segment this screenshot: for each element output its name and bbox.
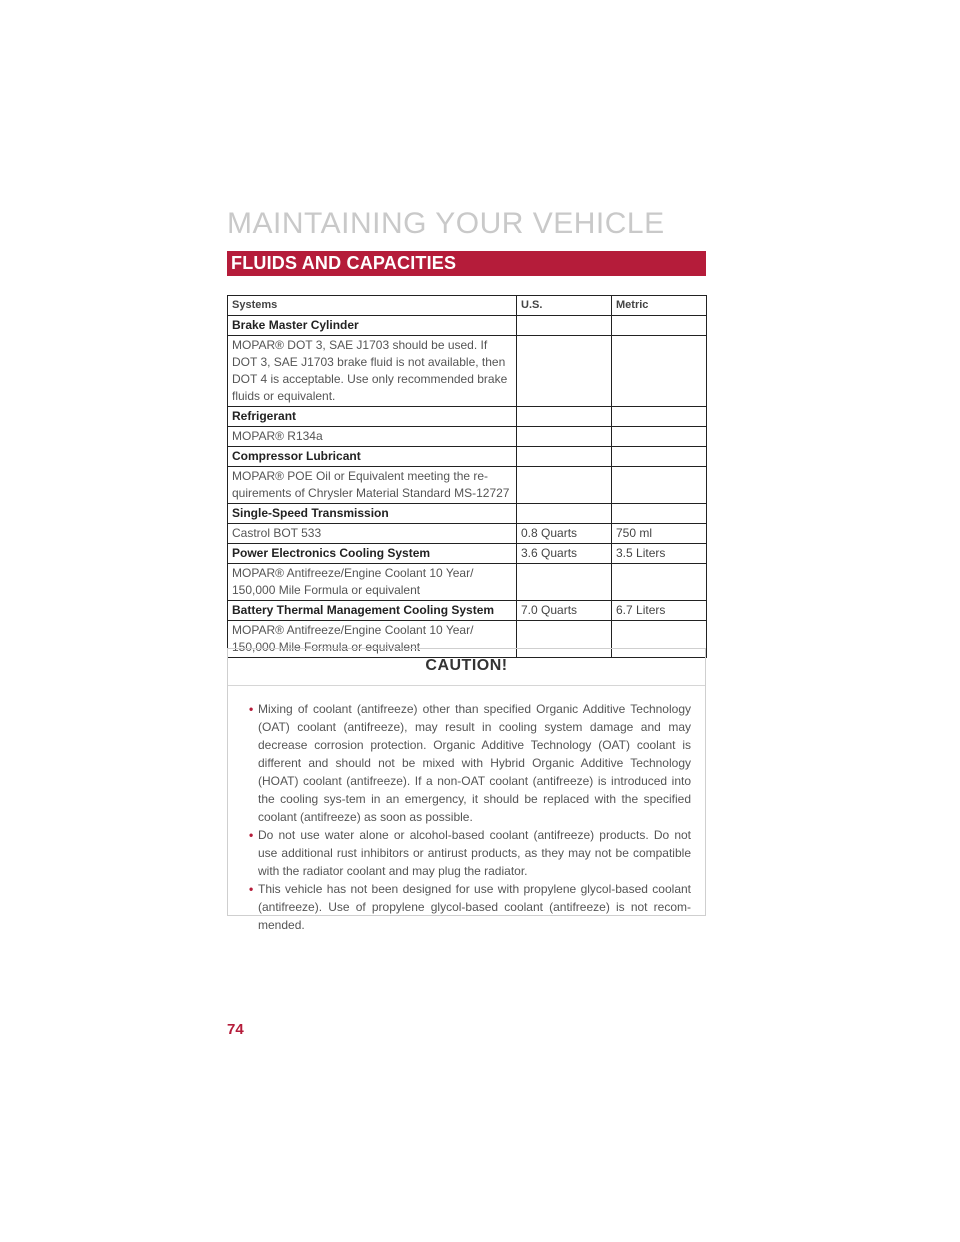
section-title: MAINTAINING YOUR VEHICLE [227,207,665,240]
cell-metric [612,336,707,407]
cell-us [517,316,612,336]
cell-us: 0.8 Quarts [517,524,612,544]
table-row [228,316,707,336]
caution-item [250,826,691,880]
cell-metric [612,504,707,524]
cell-us [517,407,612,427]
cell-metric: 6.7 Liters [612,601,707,621]
cell-us [517,447,612,467]
cell-us [517,564,612,601]
table-row [228,544,707,564]
table-row [228,407,707,427]
cell-system: Single-Speed Transmission [228,504,517,524]
cell-metric [612,467,707,504]
table-header-row [228,296,707,316]
table-row [228,504,707,524]
caution-title: CAUTION! [425,657,508,674]
caution-item [250,880,691,934]
cell-us [517,336,612,407]
cell-us: 7.0 Quarts [517,601,612,621]
column-header-us: U.S. [517,296,612,316]
table-row [228,447,707,467]
table-row [228,564,707,601]
table-row [228,524,707,544]
table-body [228,316,707,658]
cell-us: 3.6 Quarts [517,544,612,564]
cell-metric [612,316,707,336]
column-header-metric: Metric [612,296,707,316]
bullet-icon: • [249,702,254,716]
cell-metric: 3.5 Liters [612,544,707,564]
fluids-banner: FLUIDS AND CAPACITIES [227,251,706,276]
table-row [228,467,707,504]
caution-item-text: This vehicle has not been designed for use with propylene glycol-based coolant (antifreeze). Use of propylene glycol-based coolant (antifreeze) is not recom-mended. [258,882,691,932]
page-number: 74 [227,1021,244,1038]
caution-box [227,648,706,932]
bullet-icon: • [249,882,254,896]
table-row [228,601,707,621]
cell-system: MOPAR® Antifreeze/Engine Coolant 10 Year/ 150,000 Mile Formula or equivalent [228,621,517,658]
cell-system: Brake Master Cylinder [228,316,517,336]
cell-system: Battery Thermal Management Cooling System [228,601,517,621]
cell-metric [612,564,707,601]
cell-metric [612,427,707,447]
caution-item-text: Do not use water alone or alcohol-based coolant (antifreeze) products. Do not use additional rust inhibitors or antirust products, as they may not be compatible with the radiator coolant and may plug the radiator. [258,828,691,878]
caution-list [250,700,691,934]
cell-metric [612,447,707,467]
column-header-systems: Systems [228,296,517,316]
cell-system: Power Electronics Cooling System [228,544,517,564]
cell-metric: 750 ml [612,524,707,544]
caution-item [250,700,691,826]
cell-system: Refrigerant [228,407,517,427]
cell-metric [612,407,707,427]
table-row [228,336,707,407]
cell-system: MOPAR® POE Oil or Equivalent meeting the re-quirements of Chrysler Material Standard MS-12727 [228,467,517,504]
fluids-table [227,295,707,658]
cell-us [517,504,612,524]
cell-system: MOPAR® DOT 3, SAE J1703 should be used. If DOT 3, SAE J1703 brake fluid is not available, then DOT 4 is acceptable. Use only recommended brake fluids or equivalent. [228,336,517,407]
cell-system: Castrol BOT 533 [228,524,517,544]
bullet-icon: • [249,828,254,842]
cell-system: MOPAR® Antifreeze/Engine Coolant 10 Year/ 150,000 Mile Formula or equivalent [228,564,517,601]
cell-us [517,427,612,447]
cell-system: MOPAR® R134a [228,427,517,447]
cell-us [517,467,612,504]
cell-system: Compressor Lubricant [228,447,517,467]
caution-divider [228,685,705,686]
table-row [228,427,707,447]
caution-item-text: Mixing of coolant (antifreeze) other than specified Organic Additive Technology (OAT) coolant (antifreeze), may result in cooling system damage and may decrease corrosion protection. Organic Additive Technology (OAT) coolant is different and should not be mixed with Hybrid Organic Additive Technology (HOAT) coolant (antifreeze). If a non-OAT coolant (antifreeze) is introduced into the cooling sys-tem in an emergency, it should be replaced with the specified coolant (antifreeze) as soon as possible. [258,702,691,824]
